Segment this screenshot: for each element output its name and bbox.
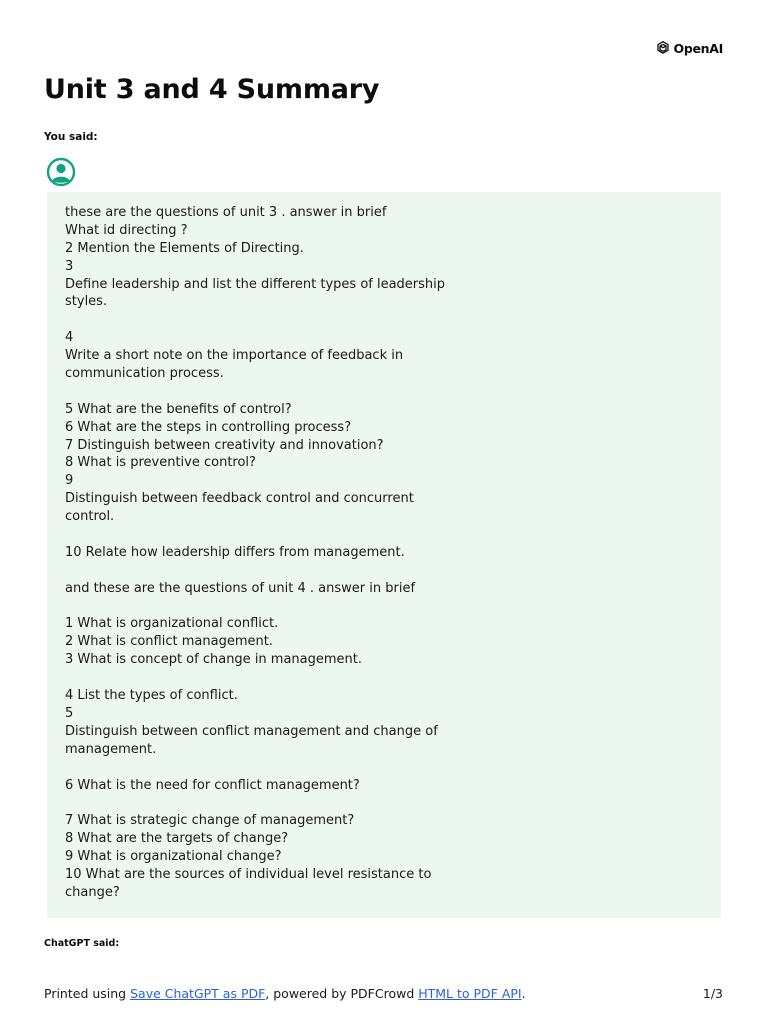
message-line: 10 Relate how leadership differs from management. (65, 544, 405, 560)
message-line: 7 Distinguish between creativity and innovation? (65, 437, 384, 453)
brand-name: OpenAI (673, 40, 723, 56)
message-line: 5 What are the benefits of control? (65, 401, 292, 417)
message-line: 3 (65, 258, 74, 274)
message-line (65, 526, 703, 544)
message-line: styles. (65, 294, 108, 310)
message-line: 6 What is the need for conflict management? (65, 777, 360, 793)
message-line: these are the questions of unit 3 . answer in brief (65, 205, 387, 220)
message-line: 4 List the types of conflict. (65, 688, 238, 704)
footer (44, 986, 526, 1001)
message-line (65, 383, 703, 401)
user-label: You said: (44, 131, 98, 143)
message-line: management. (65, 741, 157, 757)
message-line: 2 Mention the Elements of Directing. (65, 240, 304, 256)
message-line: Distinguish between conflict management and change of (65, 723, 438, 739)
assistant-label: ChatGPT said: (44, 938, 120, 949)
message-line: control. (65, 509, 115, 525)
message-line: Write a short note on the importance of feedback in (65, 348, 404, 364)
message-line: 5 (65, 705, 74, 721)
message-line (65, 794, 703, 812)
message-line: Define leadership and list the different types of leadership (65, 276, 446, 292)
message-line: and these are the questions of unit 4 . answer in brief (65, 580, 416, 596)
openai-logo-icon (655, 40, 671, 56)
message-line (65, 759, 703, 777)
page-title: Unit 3 and 4 Summary (44, 74, 380, 105)
message-line: What id directing ? (65, 222, 188, 238)
message-line: 3 What is concept of change in management. (65, 652, 363, 668)
message-line: 4 (65, 330, 74, 346)
page-number: 1/3 (702, 986, 723, 1001)
message-line (65, 562, 703, 580)
openai-brand (655, 40, 723, 56)
message-line (65, 669, 703, 687)
user-message (47, 192, 721, 918)
message-line: change? (65, 884, 120, 900)
message-line: 9 (65, 473, 74, 489)
message-line: 2 What is conflict management. (65, 634, 273, 650)
message-line: 8 What is preventive control? (65, 455, 256, 471)
message-line: 6 What are the steps in controlling process? (65, 419, 352, 435)
message-line: 10 What are the sources of individual level resistance to (65, 866, 432, 882)
footer-suffix: . (521, 986, 526, 1001)
message-line: 9 What is organizational change? (65, 849, 282, 865)
message-line: Distinguish between feedback control and concurrent (65, 491, 414, 507)
message-line (65, 598, 703, 616)
user-avatar-icon (46, 157, 76, 187)
footer-prefix: Printed using (44, 986, 131, 1001)
footer-middle: , powered by PDFCrowd (265, 986, 419, 1001)
message-line: 1 What is organizational conflict. (65, 616, 279, 632)
message-line (65, 311, 703, 329)
message-line: 7 What is strategic change of management? (65, 813, 355, 829)
message-line: communication process. (65, 366, 224, 382)
message-line: 8 What are the targets of change? (65, 831, 289, 847)
html-to-pdf-api-link[interactable]: HTML to PDF API (418, 986, 522, 1001)
save-chatgpt-as-pdf-link[interactable]: Save ChatGPT as PDF (130, 986, 266, 1001)
